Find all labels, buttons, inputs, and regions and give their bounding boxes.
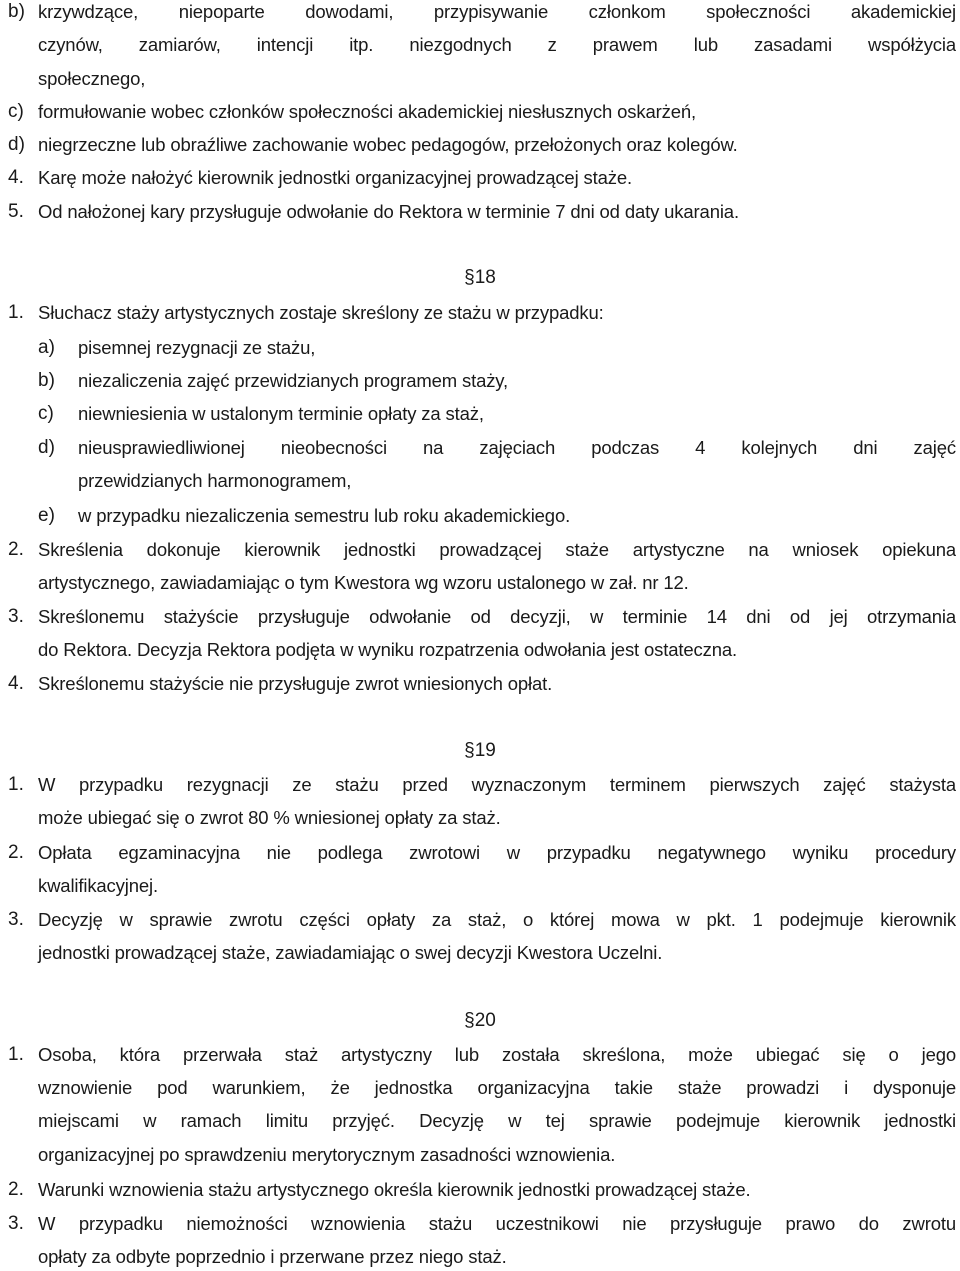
list-label-c: c) (8, 101, 24, 122)
list-label-d: d) (38, 437, 55, 458)
paragraph-number-5: 5. (8, 201, 24, 222)
paragraph-2-line-1: Skreślenia dokonuje kierownik jednostki prowadzącej staże artystyczne na wniosek opiekuna (38, 539, 956, 560)
list-label-a: a) (38, 337, 55, 358)
paragraph-3-line-2: opłaty za odbyte poprzednio i przerwane przez niego staż. (38, 1246, 507, 1267)
paragraph-1-line-3: miejscami w ramach limitu przyjęć. Decyzję w tej sprawie podejmuje kierownik jednostki (38, 1110, 956, 1131)
list-label-c: c) (38, 403, 54, 424)
paragraph-number-3: 3. (8, 909, 24, 930)
paragraph-5: Od nałożonej kary przysługuje odwołanie do Rektora w terminie 7 dni od daty ukarania. (38, 201, 739, 222)
paragraph-1-line-4: organizacyjnej po sprawdzeniu merytorycznym zasadności wznowienia. (38, 1144, 616, 1165)
paragraph-3-line-1: Decyzję w sprawie zwrotu części opłaty za staż, o której mowa w pkt. 1 podejmuje kierownik (38, 909, 956, 930)
paragraph-3-line-2: jednostki prowadzącej staże, zawiadamiając o swej decyzji Kwestora Uczelni. (38, 942, 663, 963)
paragraph-number-4: 4. (8, 673, 24, 694)
paragraph-1-line-2: wznowienie pod warunkiem, że jednostka organizacyjna takie staże prowadzi i dysponuje (38, 1077, 956, 1098)
paragraph-number-1: 1. (8, 774, 24, 795)
paragraph-1: Słuchacz staży artystycznych zostaje skreślony ze stażu w przypadku: (38, 302, 604, 323)
paragraph-number-3: 3. (8, 606, 24, 627)
list-label-b: b) (38, 370, 55, 391)
clause-b-line-2: czynów, zamiarów, intencji itp. niezgodnych z prawem lub zasadami współżycia (38, 34, 956, 55)
paragraph-2-line-2: kwalifikacyjnej. (38, 875, 158, 896)
paragraph-number-3: 3. (8, 1213, 24, 1234)
clause-c: niewniesienia w ustalonym terminie opłaty za staż, (78, 403, 484, 424)
paragraph-number-2: 2. (8, 842, 24, 863)
list-label-b: b) (8, 1, 25, 22)
paragraph-1-line-1: W przypadku rezygnacji ze stażu przed wyznaczonym terminem pierwszych zajęć stażysta (38, 774, 956, 795)
clause-c: formułowanie wobec członków społeczności akademickiej niesłusznych oskarżeń, (38, 101, 696, 122)
clause-a: pisemnej rezygnacji ze stażu, (78, 337, 316, 358)
paragraph-4: Karę może nałożyć kierownik jednostki organizacyjnej prowadzącej staże. (38, 167, 632, 188)
paragraph-2: Warunki wznowienia stażu artystycznego określa kierownik jednostki prowadzącej staże. (38, 1179, 751, 1200)
list-label-e: e) (38, 505, 55, 526)
paragraph-number-1: 1. (8, 302, 24, 323)
paragraph-number-4: 4. (8, 167, 24, 188)
clause-b-line-1: krzywdzące, niepoparte dowodami, przypisywanie członkom społeczności akademickiej (38, 1, 956, 22)
section-heading-18: §18 (464, 267, 496, 288)
clause-b-line-3: społecznego, (38, 68, 146, 89)
paragraph-number-2: 2. (8, 1179, 24, 1200)
paragraph-2-line-1: Opłata egzaminacyjna nie podlega zwrotowi w przypadku negatywnego wyniku procedury (38, 842, 956, 863)
clause-d: niegrzeczne lub obraźliwe zachowanie wobec pedagogów, przełożonych oraz kolegów. (38, 134, 738, 155)
paragraph-number-2: 2. (8, 539, 24, 560)
paragraph-3-line-2: do Rektora. Decyzja Rektora podjęta w wyniku rozpatrzenia odwołania jest ostateczna. (38, 639, 737, 660)
clause-d-line-1: nieusprawiedliwionej nieobecności na zajęciach podczas 4 kolejnych dni zajęć (78, 437, 956, 458)
paragraph-3-line-1: Skreślonemu stażyście przysługuje odwołanie od decyzji, w terminie 14 dni od jej otrzymania (38, 606, 956, 627)
list-label-d: d) (8, 134, 25, 155)
section-heading-19: §19 (464, 740, 496, 761)
section-heading-20: §20 (464, 1010, 496, 1031)
paragraph-number-1: 1. (8, 1044, 24, 1065)
clause-d-line-2: przewidzianych harmonogramem, (78, 470, 352, 491)
paragraph-1-line-1: Osoba, która przerwała staż artystyczny lub została skreślona, może ubiegać się o jego (38, 1044, 956, 1065)
clause-e: w przypadku niezaliczenia semestru lub roku akademickiego. (78, 505, 571, 526)
paragraph-4: Skreślonemu stażyście nie przysługuje zwrot wniesionych opłat. (38, 673, 553, 694)
paragraph-2-line-2: artystycznego, zawiadamiając o tym Kwestora wg wzoru ustalonego w zał. nr 12. (38, 572, 689, 593)
paragraph-1-line-2: może ubiegać się o zwrot 80 % wniesionej opłaty za staż. (38, 807, 501, 828)
paragraph-3-line-1: W przypadku niemożności wznowienia stażu uczestnikowi nie przysługuje prawo do zwrotu (38, 1213, 956, 1234)
clause-b: niezaliczenia zajęć przewidzianych programem staży, (78, 370, 509, 391)
